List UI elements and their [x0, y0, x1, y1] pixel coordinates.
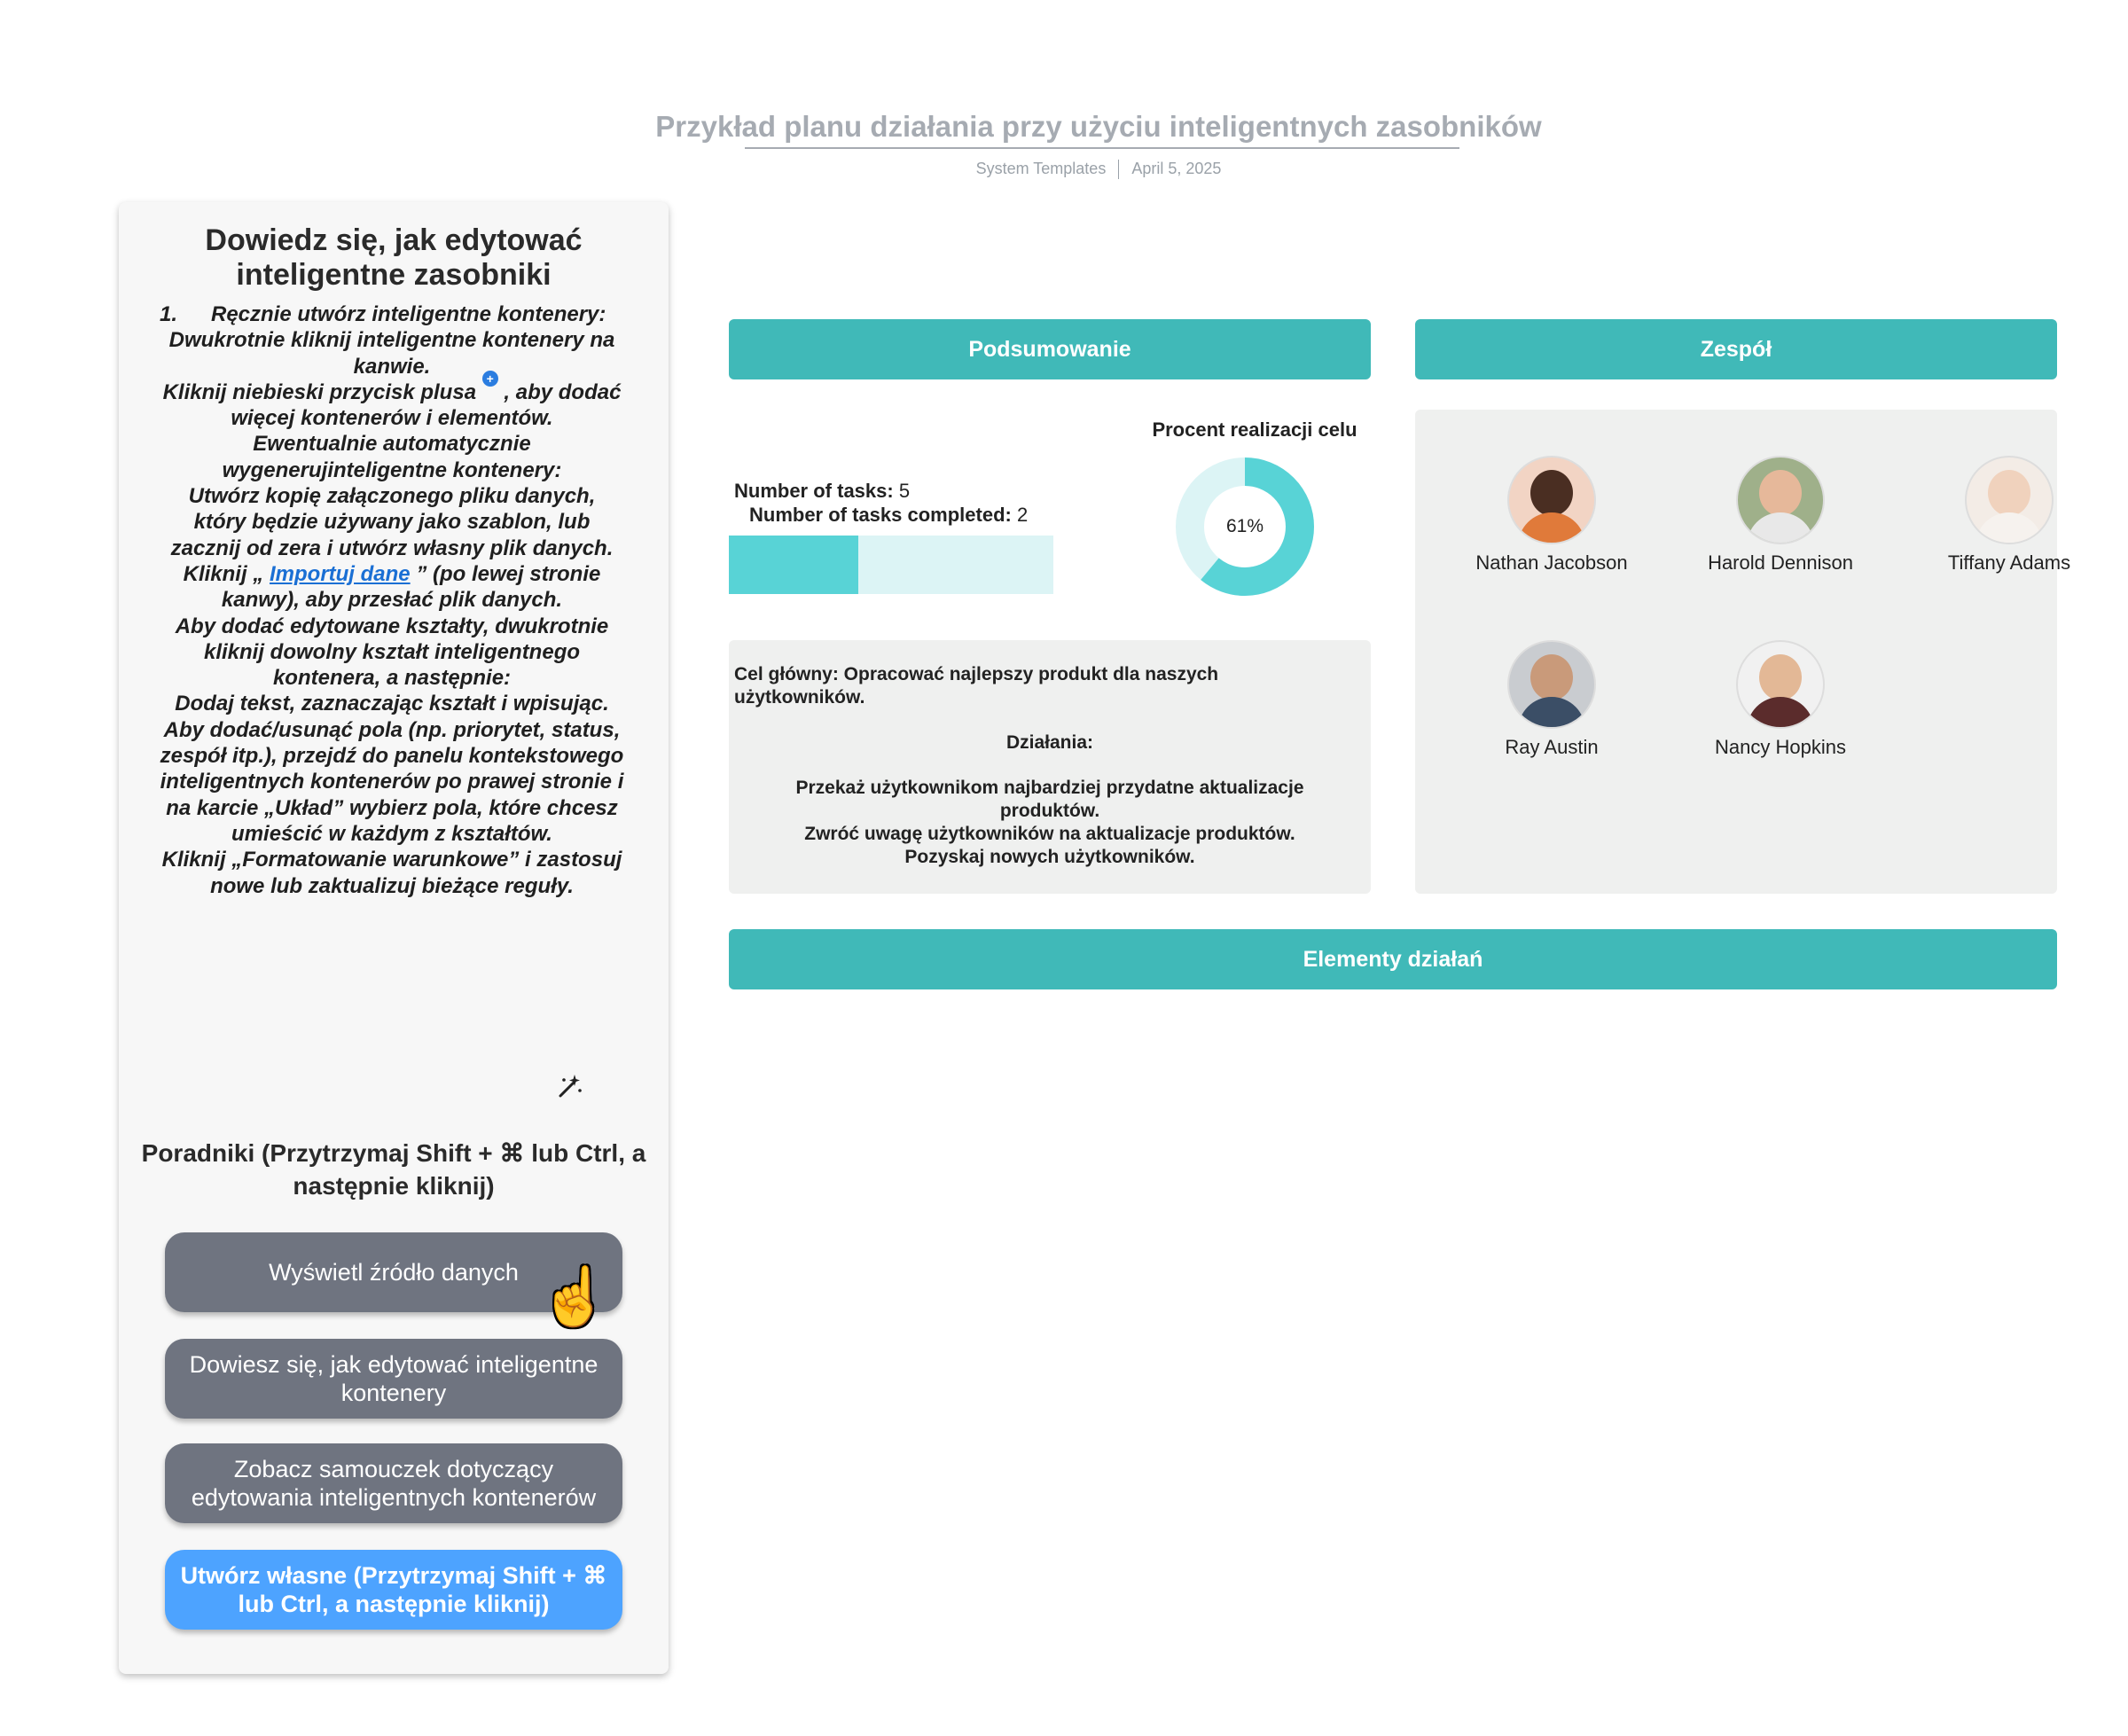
instruction-import-text-2: ” (po lewej stronie kanwy), aby przesłać plik danych. — [221, 561, 601, 613]
action-items-header-label: Elementy działań — [1303, 946, 1483, 972]
actions-title: Działania: — [1005, 732, 1094, 753]
tasks-completed-label: Number of tasks completed — [749, 504, 1005, 526]
step-title: Ręcznie utwórz inteligentne kontenery: — [211, 302, 606, 326]
member-name: Nathan Jacobson — [1475, 551, 1628, 574]
goal-percent-label: Procent realizacji celu — [1152, 418, 1357, 441]
instruction-import-text: Kliknij „ — [183, 561, 264, 586]
summary-header-label: Podsumowanie — [968, 336, 1131, 362]
template-date: April 5, 2025 — [1131, 160, 1222, 177]
member-name: Harold Dennison — [1708, 551, 1853, 574]
avatar — [1507, 640, 1596, 729]
team-member[interactable] — [1912, 456, 2107, 575]
instruction-conditional-text-2: i zastosuj nowe lub zaktualizuj bieżące reguły. — [210, 848, 622, 898]
instruction-conditional — [160, 847, 624, 899]
instruction-plus — [160, 371, 624, 432]
instructions-text — [160, 301, 624, 899]
action-item: Pozyskaj nowych użytkowników. — [904, 847, 1195, 867]
blue-plus-icon[interactable]: + — [482, 371, 498, 387]
view-data-source-label: Wyświetl źródło danych — [269, 1259, 519, 1286]
team-section-header — [1415, 319, 2057, 379]
instruction-fields: Aby dodać/usunąć pola (np. priorytet, status, zespół itp.), przejdź do panelu kontekstowego inteligentnych kontenerów po prawej stronie i na karcie „Układ” wybierz pola, które chcesz umieścić w każdym z kształtów. — [160, 717, 624, 846]
learn-edit-containers-label: Dowiesz się, jak edytować inteligentne kontenery — [189, 1351, 598, 1406]
member-name: Nancy Hopkins — [1715, 736, 1846, 758]
instruction-text: Dodaj tekst, zaznaczając kształt i wpisując. — [175, 692, 609, 716]
document-meta — [0, 160, 2128, 179]
avatar — [1507, 456, 1596, 544]
step-1 — [160, 301, 624, 327]
title-underline — [745, 147, 1459, 149]
goal-percent-value: 61% — [1225, 516, 1264, 536]
summary-section-header — [729, 319, 1371, 379]
tutorials-heading: Poradniki (Przytrzymaj Shift + ⌘ lub Ctrl, a następnie kliknij) — [141, 1139, 646, 1200]
step-number: 1. — [160, 302, 178, 326]
instruction-copy: Utwórz kopię załączonego pliku danych, który będzie używany jako szablon, lub zacznij od zera i utwórz własny plik danych. — [170, 484, 614, 560]
task-progress-bar — [729, 536, 1053, 594]
avatar — [1736, 640, 1825, 729]
team-member[interactable] — [1454, 640, 1649, 759]
help-panel — [119, 202, 669, 1674]
magic-wand-icon[interactable] — [557, 1073, 583, 1106]
team-member[interactable] — [1683, 640, 1878, 759]
instruction-import — [160, 561, 624, 614]
instruction-shapes: Aby dodać edytowane kształty, dwukrotnie kliknij dowolny kształt inteligentnego kontenera, a następnie: — [175, 614, 609, 691]
goal-box — [729, 640, 1371, 894]
tasks-count-value: 5 — [898, 480, 911, 502]
team-box — [1415, 410, 2071, 894]
tasks-count: Number of tasks: 5 — [734, 480, 911, 502]
avatar — [1965, 456, 2054, 544]
view-tutorial-button[interactable] — [165, 1443, 622, 1523]
instruction-auto: Ewentualnie automatycznie wygenerujinteligentne kontenery: — [222, 432, 562, 482]
meta-separator — [1118, 160, 1119, 179]
create-own-button[interactable] — [165, 1550, 622, 1630]
avatar — [1736, 456, 1825, 544]
main-goal-text: Cel główny: Opracować najlepszy produkt dla naszych użytkowników. — [734, 664, 1219, 708]
action-item: Zwróć uwagę użytkowników na aktualizacje produktów. — [804, 824, 1295, 844]
create-own-label: Utwórz własne (Przytrzymaj Shift + ⌘ lub Ctrl, a następnie kliknij) — [180, 1562, 607, 1617]
actions-list — [764, 777, 1335, 869]
team-member[interactable] — [1454, 456, 1649, 575]
tasks-completed: Number of tasks completed: 2 — [749, 504, 1029, 526]
task-stats — [734, 479, 1028, 527]
hand-pointer-icon: ☝ — [539, 1264, 610, 1328]
template-source: System Templates — [975, 160, 1107, 177]
document-title: Przykład planu działania przy użyciu inteligentnych zasobników — [655, 110, 1542, 143]
help-panel-heading: Dowiedz się, jak edytować inteligentne zasobniki — [205, 223, 583, 292]
action-item: Przekaż użytkownikom najbardziej przydatne aktualizacje produktów. — [795, 778, 1304, 821]
team-member[interactable] — [1683, 456, 1878, 575]
tasks-count-label: Number of tasks — [734, 480, 888, 502]
learn-edit-containers-button[interactable] — [165, 1339, 622, 1419]
member-name: Tiffany Adams — [1947, 551, 2071, 574]
import-data-link[interactable]: Importuj dane — [269, 561, 411, 586]
instruction-plus-text: Kliknij niebieski przycisk plusa — [162, 379, 477, 404]
member-name: Ray Austin — [1505, 736, 1599, 758]
instruction-plus-text-2: , aby dodać więcej kontenerów i elementów. — [231, 379, 622, 431]
tasks-completed-value: 2 — [1016, 504, 1029, 526]
team-header-label: Zespół — [1700, 336, 1772, 362]
instruction-double-click: Dwukrotnie kliknij inteligentne kontenery na kanwie. — [168, 328, 615, 379]
task-progress-fill — [729, 536, 858, 594]
action-items-section-header — [729, 929, 2057, 989]
view-tutorial-label: Zobacz samouczek dotyczący edytowania inteligentnych kontenerów — [191, 1456, 597, 1511]
instruction-conditional-text: Kliknij „Formatowanie warunkowe” — [161, 848, 520, 872]
